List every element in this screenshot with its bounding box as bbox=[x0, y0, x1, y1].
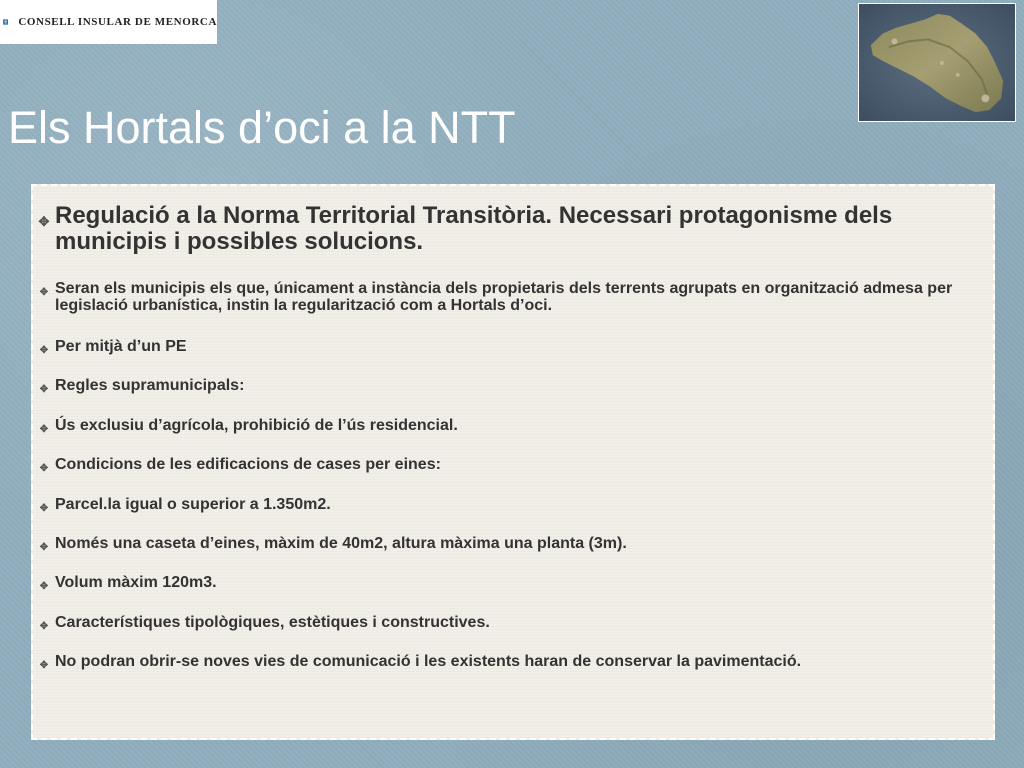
bullet-icon: ✥ bbox=[39, 542, 49, 553]
menorca-satellite-image bbox=[858, 3, 1016, 122]
bullet-icon: ✥ bbox=[39, 621, 49, 632]
bullet-icon: ✥ bbox=[39, 384, 49, 395]
bullet-icon: ✥ bbox=[39, 581, 49, 592]
bullet-item bbox=[33, 203, 953, 255]
consell-insular-logo bbox=[0, 0, 217, 44]
content-card bbox=[31, 184, 995, 740]
bullet-item bbox=[33, 535, 953, 556]
bullet-icon: ✥ bbox=[39, 345, 49, 356]
bullet-text: Seran els municipis els que, únicament a instància dels propietaris dels terrents agrupats en organització admesa per legislació urbanística, instin la regularització com a Hortals d’oci. bbox=[55, 280, 953, 314]
bullet-icon: ✥ bbox=[39, 503, 49, 514]
bullet-item bbox=[33, 417, 953, 438]
bullet-icon: ✥ bbox=[39, 424, 49, 435]
slide-title: Els Hortals d’oci a la NTT bbox=[8, 102, 516, 153]
bullet-text: Regulació a la Norma Territorial Transitòria. Necessari protagonisme dels municipis i possibles solucions. bbox=[55, 202, 893, 255]
bullet-text: Característiques tipològiques, estètiques i constructives. bbox=[55, 614, 490, 631]
bullet-icon: ✥ bbox=[39, 463, 49, 474]
bullet-text: Parcel.la igual o superior a 1.350m2. bbox=[55, 496, 331, 513]
bullet-text: Només una caseta d’eines, màxim de 40m2, altura màxima una planta (3m). bbox=[55, 535, 627, 552]
bullet-item bbox=[33, 574, 953, 595]
bullet-text: No podran obrir-se noves vies de comunicació i les existents haran de conservar la pavimentació. bbox=[55, 653, 802, 670]
bullet-item bbox=[33, 377, 953, 398]
bullet-icon: ✥ bbox=[38, 214, 50, 229]
bullet-text: Condicions de les edificacions de cases per eines: bbox=[55, 456, 441, 473]
bullet-text: Volum màxim 120m3. bbox=[55, 574, 217, 591]
bullet-item bbox=[33, 338, 953, 359]
bullet-text: Per mitjà d’un PE bbox=[55, 338, 187, 355]
bullet-icon: ✥ bbox=[39, 287, 49, 298]
bullet-item bbox=[33, 653, 953, 674]
bullet-text: Regles supramunicipals: bbox=[55, 377, 245, 394]
bullet-item bbox=[33, 496, 953, 517]
bullet-text: Ús exclusiu d’agrícola, prohibició de l’ús residencial. bbox=[55, 417, 458, 434]
bullet-item bbox=[33, 456, 953, 477]
coat-of-arms-icon bbox=[3, 2, 8, 42]
logo-text: CONSELL INSULAR DE MENORCA bbox=[18, 16, 217, 28]
bullet-item bbox=[33, 614, 953, 635]
bullet-icon: ✥ bbox=[39, 660, 49, 671]
bullet-item bbox=[33, 280, 953, 314]
